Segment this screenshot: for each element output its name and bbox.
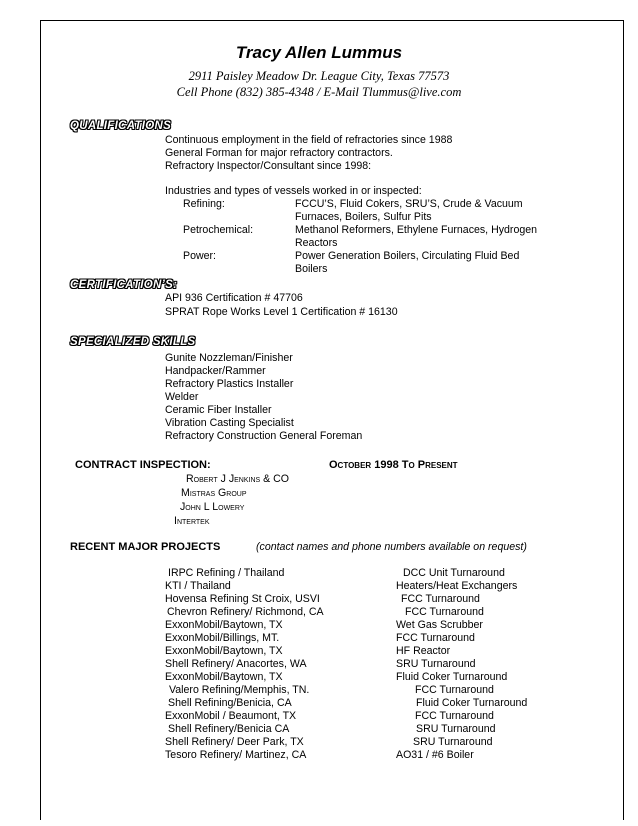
projects-heading: RECENT MAJOR PROJECTS [70,541,221,553]
project-site: Shell Refining/Benicia, CA [168,697,292,709]
project-site: KTI / Thailand [165,580,231,592]
project-work: SRU Turnaround [416,723,496,735]
industry-label: Petrochemical: [183,224,254,236]
certification-item: SPRAT Rope Works Level 1 Certification # 16130 [165,306,398,318]
project-site: ExxonMobil/Baytown, TX [165,619,283,631]
project-site: Hovensa Refining St Croix, USVI [165,593,320,605]
project-site: Shell Refinery/ Anacortes, WA [165,658,307,670]
skill-item: Vibration Casting Specialist [165,417,294,429]
industry-label: Power: [183,250,216,262]
qualification-line: Continuous employment in the field of refractories since 1988 [165,134,453,146]
project-work: Fluid Coker Turnaround [396,671,508,683]
contact-line: Cell Phone (832) 385-4348 / E-Mail Tlummus@live.com [176,85,462,99]
project-work: Fluid Coker Turnaround [416,697,528,709]
project-site: ExxonMobil/Billings, MT. [165,632,280,644]
project-site: IRPC Refining / Thailand [168,567,285,579]
skill-item: Welder [165,391,199,403]
contract-company: John L Lowery [180,501,245,513]
industries-intro: Industries and types of vessels worked in or inspected: [165,185,422,197]
project-site: ExxonMobil / Beaumont, TX [165,710,297,722]
address-line: 2911 Paisley Meadow Dr. League City, Texas 77573 [188,69,450,83]
skill-item: Ceramic Fiber Installer [165,404,272,416]
resume-name: Tracy Allen Lummus [235,43,403,62]
project-work: SRU Turnaround [413,736,493,748]
project-work: Wet Gas Scrubber [396,619,483,631]
project-site: Shell Refinery/ Deer Park, TX [165,736,304,748]
skill-item: Handpacker/Rammer [165,365,266,377]
contract-dates: October 1998 To Present [329,459,458,471]
project-site: Valero Refining/Memphis, TN. [169,684,310,696]
contract-company: Intertek [174,515,210,527]
qualification-line: General Forman for major refractory contractors. [165,147,393,159]
industry-detail: Methanol Reformers, Ethylene Furnaces, Hydrogen [295,224,538,236]
project-site: Chevron Refinery/ Richmond, CA [167,606,324,618]
industry-detail: Furnaces, Boilers, Sulfur Pits [295,211,432,223]
qualifications-heading: QUALIFICATIONS [70,120,172,132]
contract-company: Mistras Group [181,487,247,499]
project-work: FCC Turnaround [401,593,480,605]
industry-detail: FCCU’S, Fluid Cokers, SRU’S, Crude & Vacuum [295,198,523,210]
contract-heading: CONTRACT INSPECTION: [75,459,211,471]
project-work: FCC Turnaround [415,684,494,696]
skill-item: Refractory Plastics Installer [165,378,294,390]
project-work: HF Reactor [396,645,451,657]
qualification-line: Refractory Inspector/Consultant since 1998: [165,160,372,172]
industry-detail: Power Generation Boilers, Circulating Fluid Bed [295,250,520,262]
project-site: ExxonMobil/Baytown, TX [165,671,283,683]
project-work: AO31 / #6 Boiler [396,749,474,761]
project-site: Shell Refinery/Benicia CA [168,723,290,735]
skill-item: Refractory Construction General Foreman [165,430,363,442]
project-site: Tesoro Refinery/ Martinez, CA [165,749,307,761]
contract-company: Robert J Jenkins & CO [186,473,290,485]
project-work: FCC Turnaround [405,606,484,618]
project-work: FCC Turnaround [415,710,494,722]
project-work: FCC Turnaround [396,632,475,644]
industry-detail: Reactors [295,237,338,249]
industry-label: Refining: [183,198,225,210]
certifications-heading: CERTIFICATION’S: [70,279,178,291]
project-site: ExxonMobil/Baytown, TX [165,645,283,657]
skills-heading: SPECIALIZED SKILLS [70,336,196,348]
skill-item: Gunite Nozzleman/Finisher [165,352,293,364]
project-work: DCC Unit Turnaround [403,567,505,579]
project-work: Heaters/Heat Exchangers [396,580,518,592]
projects-note: (contact names and phone numbers available on request) [256,541,527,553]
certification-item: API 936 Certification # 47706 [165,292,303,304]
industry-detail: Boilers [295,263,328,275]
project-work: SRU Turnaround [396,658,476,670]
